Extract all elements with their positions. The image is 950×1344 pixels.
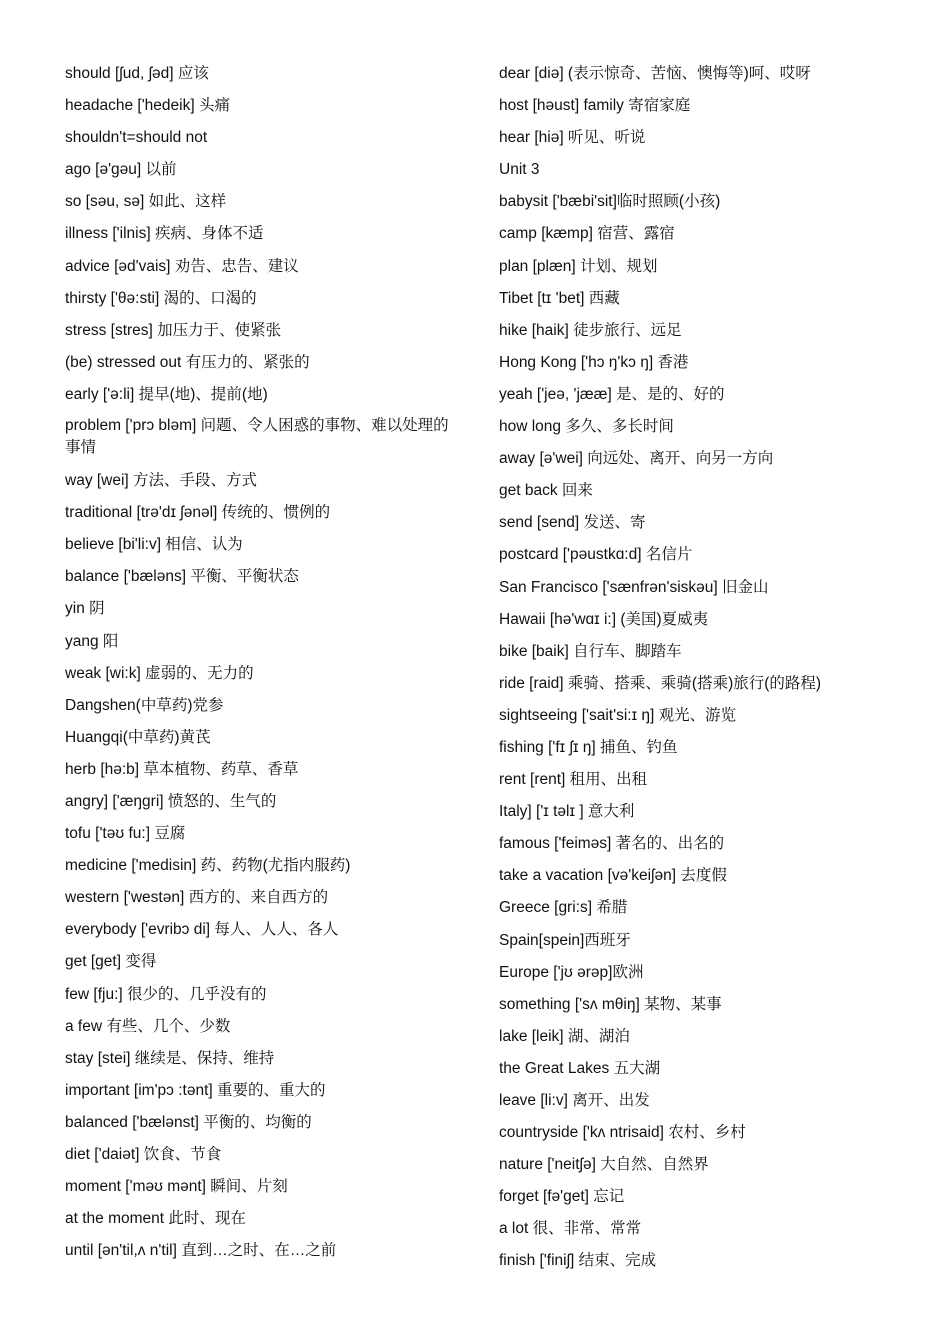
right-column [499,62,919,1282]
vocab-entry: tofu ['təʊ fu:] 豆腐 [65,825,186,843]
vocab-entry: moment ['məʊ mənt] 瞬间、片刻 [65,1178,288,1196]
vocab-entry: babysit ['bæbi'sit]临时照顾(小孩) [499,193,721,211]
vocab-entry: get back 回来 [499,482,593,500]
vocab-entry: nature ['neitʃə] 大自然、自然界 [499,1156,709,1174]
vocab-entry: weak [wi:k] 虚弱的、无力的 [65,664,254,682]
vocab-entry: yin 阴 [65,600,105,618]
vocab-entry: the Great Lakes 五大湖 [499,1059,661,1077]
vocab-entry: illness ['ilnis] 疾病、身体不适 [65,225,264,243]
vocab-entry: countryside ['kʌ ntrisaid] 农村、乡村 [499,1124,746,1142]
vocab-entry: advice [əd'vais] 劝告、忠告、建议 [65,257,299,275]
vocab-entry: how long 多久、多长时间 [499,418,674,436]
vocab-entry: hike [haik] 徒步旅行、远足 [499,321,682,339]
vocab-entry: Hawaii [hə'wɑɪ i:] (美国)夏威夷 [499,610,709,628]
vocab-entry: stress [stres] 加压力于、使紧张 [65,321,282,339]
vocab-entry: rent [rent] 租用、出租 [499,771,648,789]
vocab-entry: hear [hiə] 听见、听说 [499,129,646,147]
vocab-entry: lake [leik] 湖、湖泊 [499,1027,630,1045]
vocab-entry: ride [raid] 乘骑、搭乘、乘骑(搭乘)旅行(的路程) [499,674,822,692]
vocab-entry: problem ['prɔ bləm] 问题、令人困惑的事物、难以处理的事情 [65,417,449,457]
vocab-entry: way [wei] 方法、手段、方式 [65,472,258,490]
vocab-entry: traditional [trə'dɪ ʃənəl] 传统的、惯例的 [65,504,331,522]
vocab-entry: early ['ə:li] 提早(地)、提前(地) [65,385,268,403]
vocab-entry: a few 有些、几个、少数 [65,1017,231,1035]
vocab-entry: yeah ['jeə, 'jææ] 是、是的、好的 [499,385,725,403]
vocab-entry: should [ʃud, ʃəd] 应该 [65,65,209,82]
vocab-entry: so [səu, sə] 如此、这样 [65,193,227,211]
vocab-entry: Tibet [tɪ 'bet] 西藏 [499,289,620,307]
vocab-entry: at the moment 此时、现在 [65,1210,246,1228]
vocab-entry: stay [stei] 继续是、保持、维持 [65,1049,275,1067]
vocab-entry: yang 阳 [65,632,119,650]
vocab-entry: away [ə'wei] 向远处、离开、向另一方向 [499,450,774,468]
vocab-entry: sightseeing ['sait'si:ɪ ŋ] 观光、游览 [499,706,737,724]
vocab-entry: thirsty ['θə:sti] 渴的、口渴的 [65,289,257,307]
vocab-entry: Unit 3 [499,161,540,179]
vocab-entry: forget [fə'ɡet] 忘记 [499,1188,625,1206]
vocab-entry: take a vacation [və'keiʃən] 去度假 [499,867,727,885]
vocab-entry: Italy] ['ɪ təlɪ ] 意大利 [499,803,635,821]
vocab-entry: fishing ['fɪ ʃɪ ŋ] 捕鱼、钓鱼 [499,738,678,756]
vocab-entry: ago [ə'ɡəu] 以前 [65,161,177,179]
left-column [65,62,455,1271]
vocab-entry: believe [bi'li:v] 相信、认为 [65,536,243,554]
vocab-entry: balanced ['bælənst] 平衡的、均衡的 [65,1113,312,1131]
vocab-entry: balance ['bæləns] 平衡、平衡状态 [65,568,299,586]
vocab-entry: everybody ['evribɔ di] 每人、人人、各人 [65,921,339,939]
vocab-entry: western ['westən] 西方的、来自西方的 [65,889,329,907]
vocab-entry: leave [li:v] 离开、出发 [499,1092,650,1109]
vocab-entry: diet ['daiət] 饮食、节食 [65,1146,222,1163]
vocab-entry: finish ['finiʃ] 结束、完成 [499,1252,657,1270]
vocab-entry: until [ən'til,ʌ n'til] 直到…之时、在…之前 [65,1242,337,1260]
vocab-entry: famous ['feiməs] 著名的、出名的 [499,835,725,853]
vocab-entry: something ['sʌ mθiŋ] 某物、某事 [499,995,722,1013]
vocab-entry: Greece [gri:s] 希腊 [499,899,628,917]
vocab-entry: Hong Kong ['hɔ ŋ'kɔ ŋ] 香港 [499,353,689,371]
vocab-entry: headache ['hedeik] 头痛 [65,97,230,115]
vocab-entry: bike [baik] 自行车、脚踏车 [499,642,682,660]
vocab-entry: Dangshen(中草药)党参 [65,696,224,714]
vocab-entry: get [ɡet] 变得 [65,953,157,971]
vocab-entry: Huangqi(中草药)黄芪 [65,728,211,746]
vocab-entry: important [im'pɔ :tənt] 重要的、重大的 [65,1081,326,1099]
vocab-entry: angry] ['æŋɡri] 愤怒的、生气的 [65,792,277,810]
vocab-entry: host [həust] family 寄宿家庭 [499,97,691,115]
vocab-entry: Spain[spein]西班牙 [499,931,631,949]
vocab-entry: few [fju:] 很少的、几乎没有的 [65,985,267,1003]
vocab-entry: camp [kæmp] 宿营、露宿 [499,225,675,243]
vocab-entry: dear [diə] (表示惊奇、苦恼、懊悔等)呵、哎呀 [499,65,811,82]
vocab-entry: (be) stressed out 有压力的、紧张的 [65,353,310,371]
vocab-entry: medicine ['medisin] 药、药物(尤指内服药) [65,857,351,875]
vocab-entry: Europe ['jʊ ərəp]欧洲 [499,963,644,981]
vocab-entry: shouldn't=should not [65,129,208,147]
vocab-entry: San Francisco ['sænfrən'siskəu] 旧金山 [499,578,769,596]
vocab-entry: plan [plæn] 计划、规划 [499,257,658,275]
vocab-entry: herb [hə:b] 草本植物、药草、香草 [65,760,299,778]
vocab-entry: send [send] 发送、寄 [499,514,646,532]
vocab-entry: a lot 很、非常、常常 [499,1220,642,1238]
vocab-entry: postcard ['pəustkɑ:d] 名信片 [499,546,693,564]
